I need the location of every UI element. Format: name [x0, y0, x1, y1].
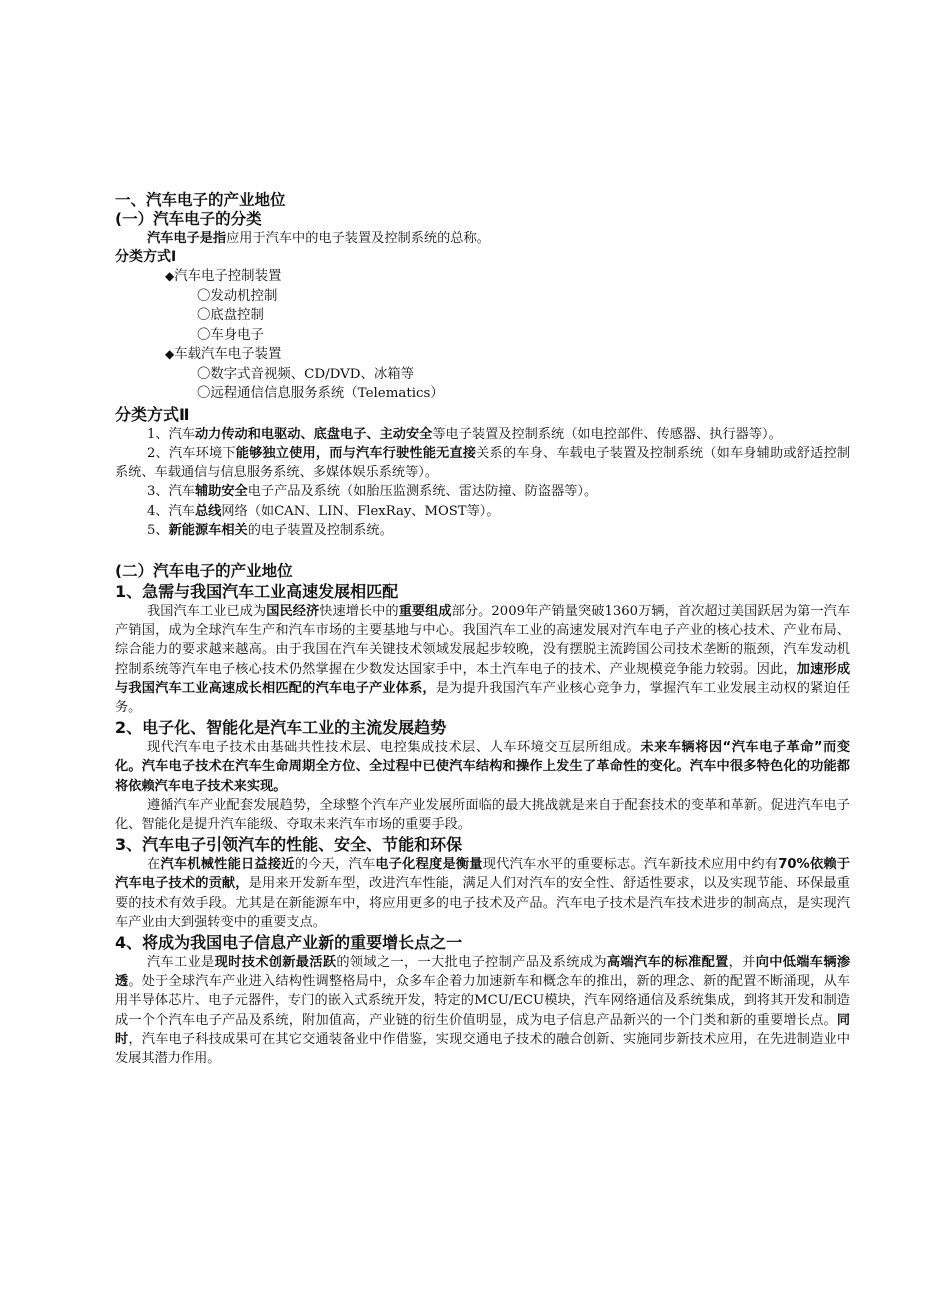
point-1-paragraph: 我国汽车工业已成为国民经济快速增长中的重要组成部分。2009年产销量突破1360万辆，首次超过美国跃居为第一汽车产销国，成为全球汽车生产和汽车市场的主要基地与中心。我国汽车工业的高速发展对汽车电子产业的核心技术、产业布局、综合能力的要求越来越高。由于我国在汽车关键技术领域发展起步较晚，没有摆脱主流跨国公司技术垄断的瓶颈，汽车发动机控制系统等汽车电子核心技术仍然掌握在少数发达国家手中，本土汽车电子的技术、产业规模竞争能力较弱。因此，加速形成与我国汽车工业高速成长相匹配的汽车电子产业体系，是为提升我国汽车产业核心竞争力，掌握汽车工业发展主动权的紧迫任务。 — [115, 603, 851, 715]
point-4-title: 4、将成为我国电子信息产业新的重要增长点之一 — [115, 932, 463, 952]
method-2-item-4: 4、汽车总线网络（如CAN、LIN、FlexRay、MOST等）。 — [147, 503, 500, 519]
subsection-title-classification: (一）汽车电子的分类 — [115, 210, 262, 228]
method-2-item-5: 5、新能源车相关的电子装置及控制系统。 — [147, 522, 393, 538]
tree-item-onboard-devices: ◆车载汽车电子装置 — [165, 347, 282, 363]
method-2-item-2: 2、汽车环境下能够独立使用，而与汽车行驶性能无直接关系的车身、车载电子装置及控制系统（如车身辅助或舒适控制系统、车载通信与信息服务系统、多媒体娱乐系统等）。 — [115, 445, 851, 481]
tree-subitem: 〇远程通信信息服务系统（Telematics） — [197, 386, 444, 402]
tree-item-control-devices: ◆汽车电子控制装置 — [165, 269, 282, 285]
spacer — [115, 540, 850, 562]
tree-subitem: 〇数字式音视频、CD/DVD、冰箱等 — [197, 366, 415, 382]
point-1-title: 1、急需与我国汽车工业高速发展相匹配 — [115, 581, 399, 601]
section-title: 一、汽车电子的产业地位 — [115, 191, 286, 209]
point-3-title: 3、汽车电子引领汽车的性能、安全、节能和环保 — [115, 835, 463, 855]
tree-subitem: 〇发动机控制 — [197, 288, 278, 304]
point-3-paragraph: 在汽车机械性能日益接近的今天，汽车电子化程度是衡量现代汽车水平的重要标志。汽车新技术应用中约有70%依赖于汽车电子技术的贡献，是用来开发新车型，改进汽车性能，满足人们对汽车的安全性、舒适性要求，以及实现节能、环保最重要的技术有效手段。尤其是在新能源车中，将应用更多的电子技术及产品。汽车电子技术是汽车技术进步的制高点，是实现汽车产业由大到强转变中的重要支点。 — [115, 857, 851, 930]
subsection-title-industry-status: (二）汽车电子的产业地位 — [115, 561, 293, 580]
document-body — [115, 190, 850, 1068]
tree-subitem: 〇底盘控制 — [197, 308, 264, 324]
method-2-title: 分类方式Ⅱ — [115, 404, 190, 424]
method-1-title: 分类方式Ⅰ — [115, 249, 177, 266]
tree-subitem: 〇车身电子 — [197, 327, 264, 343]
method-2-item-1: 1、汽车动力传动和电驱动、底盘电子、主动安全等电子装置及控制系统（如电控部件、传感器、执行器等）。 — [147, 426, 782, 442]
point-2-title: 2、电子化、智能化是汽车工业的主流发展趋势 — [115, 718, 447, 738]
point-2-paragraph-2: 遵循汽车产业配套发展趋势，全球整个汽车产业发展所面临的最大挑战就是来自于配套技术的变革和革新。促进汽车电子化、智能化是提升汽车能级、夺取未来汽车市场的重要手段。 — [115, 797, 850, 832]
point-2-paragraph-1: 现代汽车电子技术由基础共性技术层、电控集成技术层、人车环境交互层所组成。未来车辆将因“汽车电子革命”而变化。汽车电子技术在汽车生命周期全方位、全过程中已使汽车结构和操作上发生了革命性的变化。汽车中很多特色化的功能都将依赖汽车电子技术来实现。 — [115, 740, 851, 794]
point-4-paragraph: 汽车工业是现时技术创新最活跃的领域之一，一大批电子控制产品及系统成为高端汽车的标准配置，并向中低端车辆渗透。处于全球汽车产业进入结构性调整格局中，众多车企着力加速新车和概念车的推出，新的理念、新的配置不断涌现，从车用半导体芯片、电子元器件，专门的嵌入式系统开发，特定的MCU/ECU模块，汽车网络通信及系统集成，到将其开发和制造成一个个汽车电子产品及系统，附加值高，产业链的衍生价值明显，成为电子信息产品新兴的一个门类和新的重要增长点。同时，汽车电子科技成果可在其它交通装备业中作借鉴，实现交通电子技术的融合创新、实施同步新技术应用，在先进制造业中发展其潜力作用。 — [115, 954, 851, 1066]
method-2-item-3: 3、汽车辅助安全电子产品及系统（如胎压监测系统、雷达防撞、防盗器等）。 — [147, 484, 598, 500]
definition-paragraph: 汽车电子是指应用于汽车中的电子装置及控制系统的总称。 — [147, 231, 490, 246]
